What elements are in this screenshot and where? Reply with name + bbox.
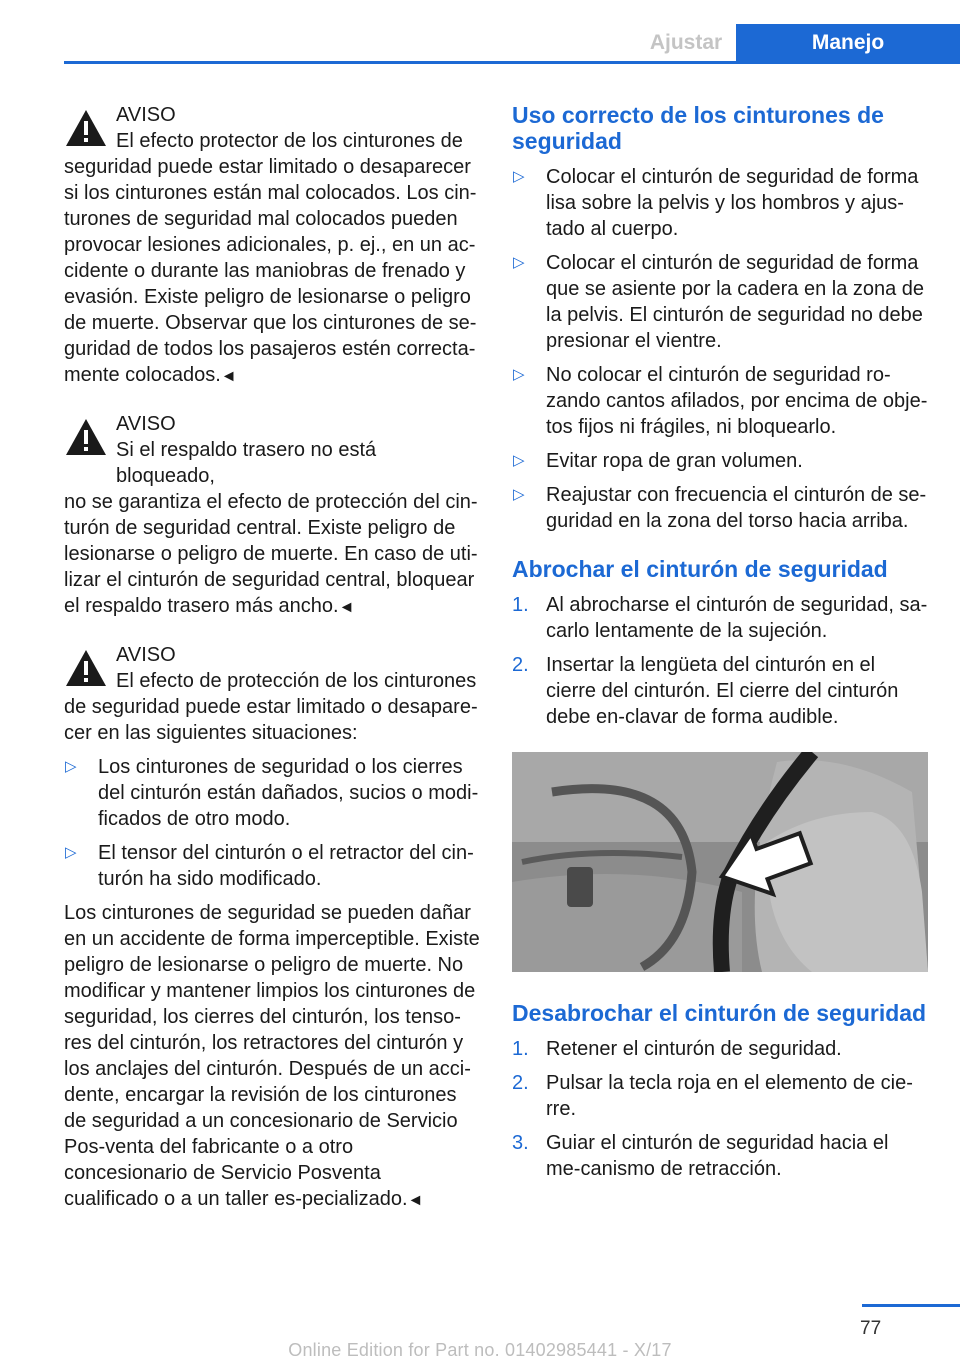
correct-use-list <box>512 164 928 534</box>
list-item: ▷ Colocar el cinturón de seguridad de forma lisa sobre la pelvis y los hombros y ajus‐tado al cuerpo. <box>513 166 919 240</box>
end-mark: ◄ <box>220 368 237 385</box>
list-item: ▷ El tensor del cinturón o el retractor del cin‐turón ha sido modificado. <box>65 842 474 890</box>
list-item: ▷ Colocar el cinturón de seguridad de forma que se asiente por la cadera en la zona de la pelvis. El cinturón de seguridad no debe presionar el vientre. <box>513 252 925 352</box>
tab-ajustar[interactable]: Ajustar <box>649 31 723 54</box>
warning-label: AVISO <box>116 104 176 126</box>
list-item: 1. Retener el cinturón de seguridad. <box>512 1038 842 1060</box>
step-number: 2. <box>512 1072 529 1094</box>
warning-closing-text: Los cinturones de seguridad se pueden dañar en un accidente de forma imperceptible. Existe peligro de lesionarse o peligro de muerte. No modificar y mantener limpios los cinturones de seguridad, los cierres del cinturón, los tenso‐res del cinturón, los retractores del cinturón y los anclajes del cinturón. Después de un acci‐dente, encargar la revisión de los cinturones de seguridad a un concesionario de Servicio Pos‐venta del fabricante o a otro concesionario de Servicio Posventa cualificado o a un taller es‐pecializado. <box>64 902 480 1210</box>
warning-triangle-icon <box>64 648 108 688</box>
bullet-triangle-icon: ▷ <box>513 366 525 383</box>
step-number: 1. <box>512 1038 529 1060</box>
fasten-steps <box>512 592 928 730</box>
bullet-triangle-icon: ▷ <box>65 758 77 775</box>
list-item: 2. Pulsar la tecla roja en el elemento de cie‐rre. <box>512 1072 913 1120</box>
section-heading-correct-use: Uso correcto de los cinturones de seguridad <box>512 102 884 154</box>
end-mark: ◄ <box>407 1192 424 1209</box>
warning-label: AVISO <box>116 413 176 435</box>
warning-text: no se garantiza el efecto de protección del cin‐turón de seguridad central. Existe peligro de lesionarse o peligro de muerte. En caso de uti‐lizar el cinturón de seguridad central, bloquear el respaldo trasero más ancho. <box>64 491 478 617</box>
list-item: 2. Insertar la lengüeta del cinturón en el cierre del cinturón. El cierre del cinturón debe en‐clavar de forma audible. <box>512 654 899 728</box>
list-item: ▷ No colocar el cinturón de seguridad ro‐zando cantos afilados, por encima de obje‐tos fijos ni frágiles, ni bloquearlo. <box>513 364 928 438</box>
bullet-triangle-icon: ▷ <box>513 452 525 469</box>
bullet-triangle-icon: ▷ <box>65 844 77 861</box>
warning-first-line: Si el respaldo trasero no está bloqueado, <box>116 439 377 487</box>
page-number-rule <box>862 1304 960 1307</box>
list-item: ▷ Los cinturones de seguridad o los cierres del cinturón están dañados, sucios o modi‐ficados de otro modo. <box>65 756 479 830</box>
page-number: 77 <box>860 1318 882 1339</box>
warning-bullet-list <box>64 754 480 892</box>
section-heading-fasten: Abrochar el cinturón de seguridad <box>512 556 888 582</box>
section-heading-unfasten: Desabrochar el cinturón de seguridad <box>512 1000 927 1026</box>
warning-block-2 <box>64 411 480 621</box>
warning-triangle-icon <box>64 417 108 457</box>
warning-text: seguridad puede estar limitado o desaparecer si los cinturones están mal colocados. Los cin‐turones de seguridad mal colocados pueden provocar lesiones adicionales, p. ej., en un ac‐cidente o durante las maniobras de frenado y evasión. Existe peligro de lesionarse o peligro de muerte. Observar que los cinturones de se‐guridad de todos los pasajeros estén correcta‐mente colocados. <box>64 156 477 386</box>
step-number: 1. <box>512 594 529 616</box>
bullet-triangle-icon: ▷ <box>513 254 525 271</box>
bullet-triangle-icon: ▷ <box>513 168 525 185</box>
header-rule <box>64 61 960 64</box>
end-mark: ◄ <box>338 599 355 616</box>
warning-first-line: El efecto de protección de los cinturones <box>116 670 477 692</box>
warning-triangle-icon <box>64 108 108 148</box>
list-item: ▷ Evitar ropa de gran volumen. <box>513 450 803 472</box>
left-column <box>64 102 480 1235</box>
warning-label: AVISO <box>116 644 176 666</box>
step-number: 2. <box>512 654 529 676</box>
seatbelt-buckle-photo <box>512 752 928 972</box>
list-item: 3. Guiar el cinturón de seguridad hacia el me‐canismo de retracción. <box>512 1132 889 1180</box>
warning-text: de seguridad puede estar limitado o desapare‐cer en las siguientes situaciones: <box>64 696 478 744</box>
right-column <box>512 102 928 1190</box>
bullet-triangle-icon: ▷ <box>513 486 525 503</box>
warning-block-1 <box>64 102 480 390</box>
footer-edition: Online Edition for Part no. 01402985441 - X/17 <box>288 1340 672 1360</box>
unfasten-steps <box>512 1036 928 1182</box>
list-item: 1. Al abrocharse el cinturón de seguridad, sa‐carlo lentamente de la sujeción. <box>512 594 928 642</box>
tab-manejo[interactable]: Manejo <box>736 24 960 61</box>
warning-first-line: El efecto protector de los cinturones de <box>116 130 463 152</box>
list-item: ▷ Reajustar con frecuencia el cinturón de se‐guridad en la zona del torso hacia arriba. <box>513 484 927 532</box>
step-number: 3. <box>512 1132 529 1154</box>
warning-block-3 <box>64 642 480 1214</box>
